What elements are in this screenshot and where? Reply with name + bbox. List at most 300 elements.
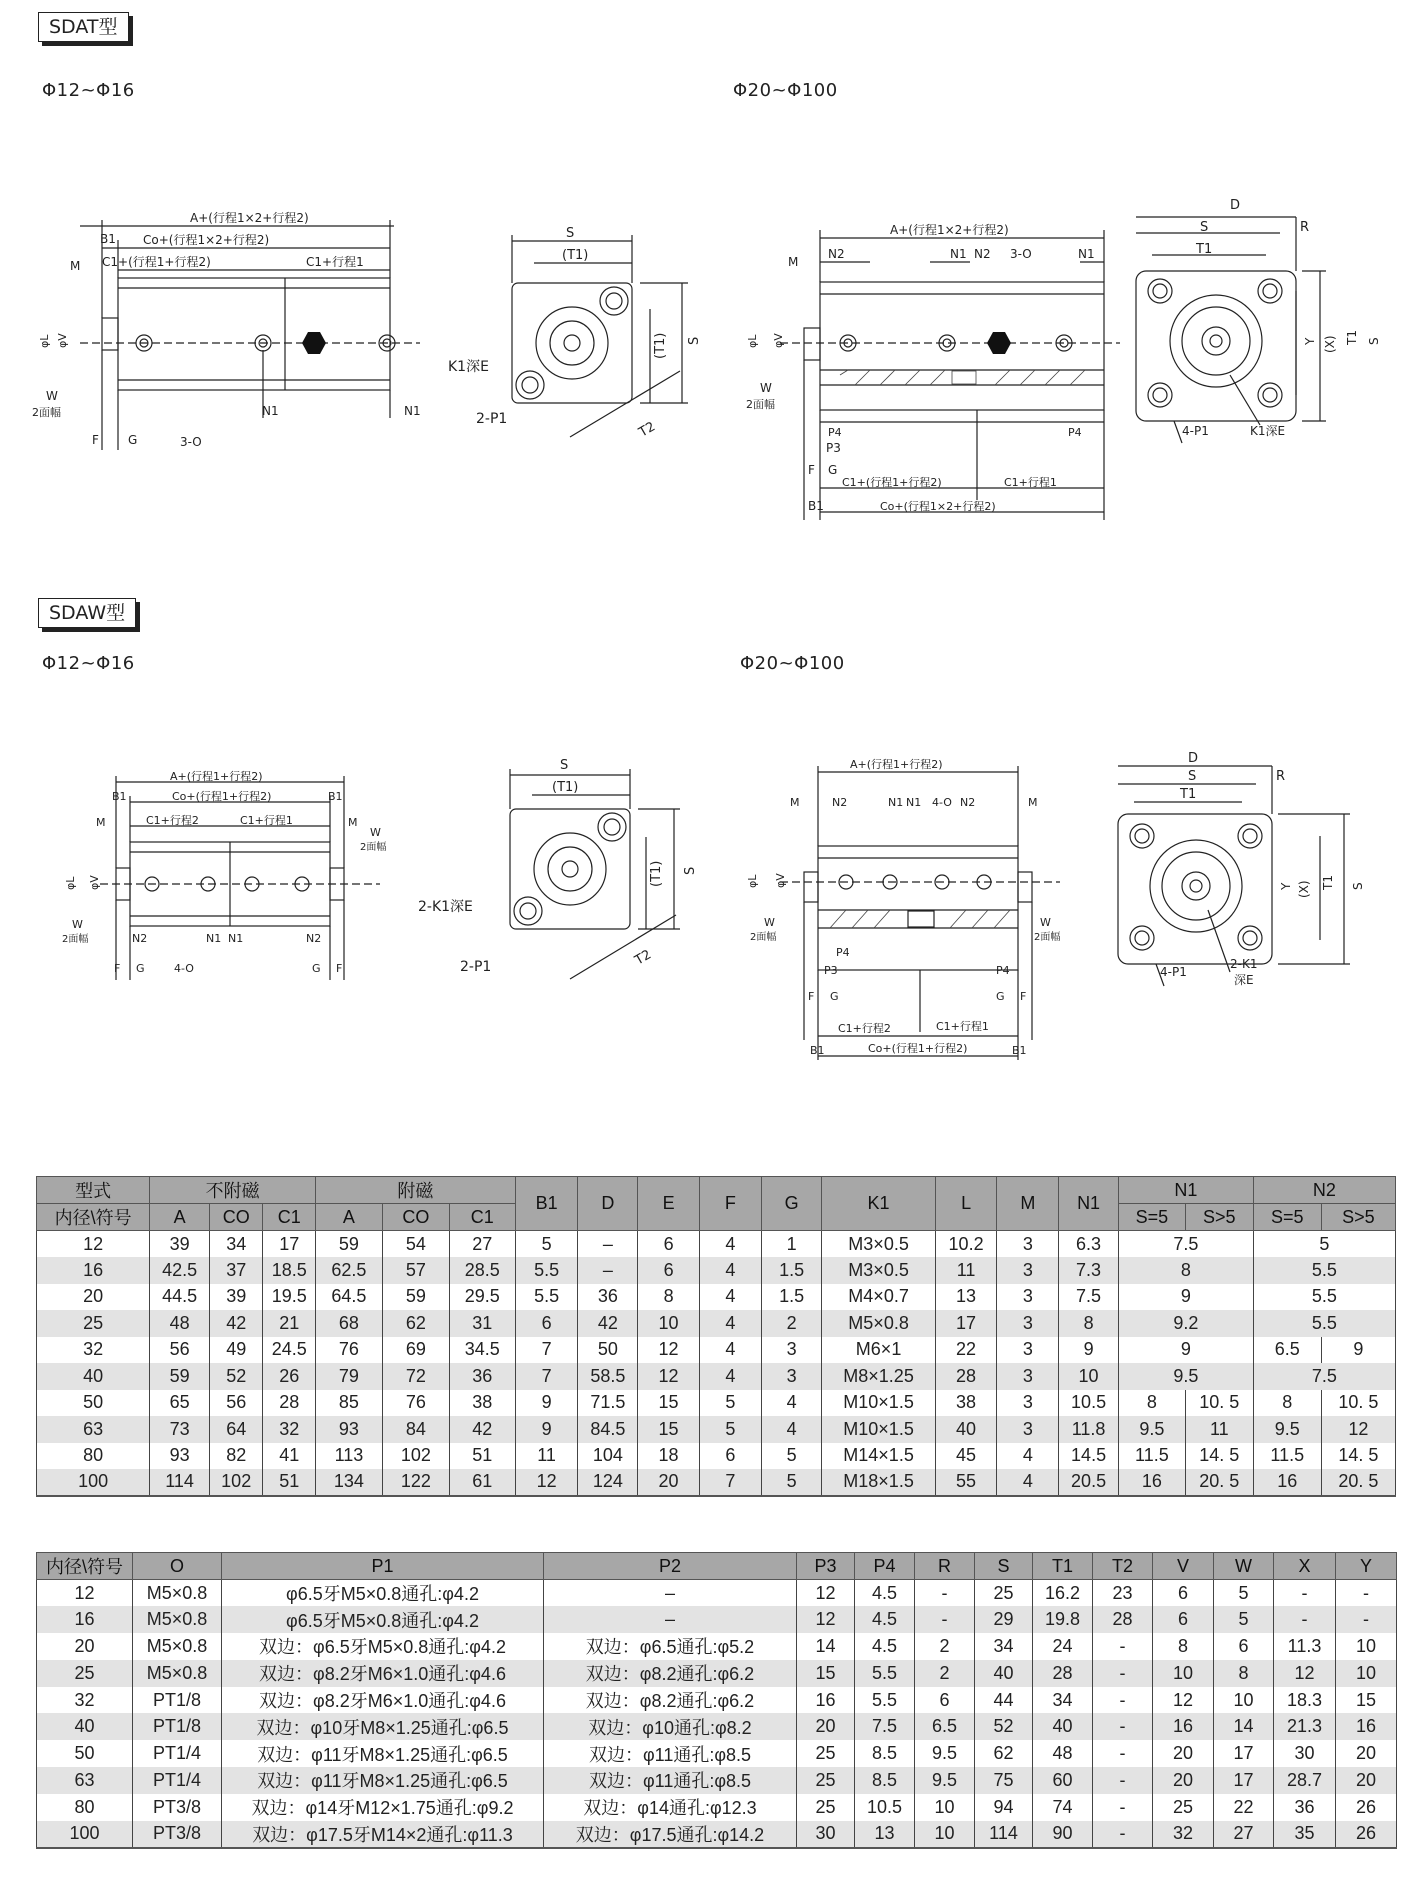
- table2-cell: 双边：φ10牙M8×1.25通孔:φ6.5: [222, 1713, 544, 1740]
- sdaw-large-dim-gb: G: [996, 990, 1005, 1003]
- table1-row: [37, 1443, 1396, 1470]
- sdaw-large-dim-w2b: 2面幅: [1034, 932, 1061, 943]
- sdaw-large-dim-g: G: [830, 990, 839, 1003]
- table1-cell: 7.5: [1059, 1284, 1119, 1311]
- table2-cell: 30: [1274, 1740, 1336, 1767]
- table1-cell: 44.5: [150, 1284, 210, 1311]
- table2-cell: 4.5: [855, 1580, 915, 1607]
- table1-cell: 62.5: [315, 1257, 382, 1284]
- table2-cell: 17: [1214, 1740, 1274, 1767]
- sdaw-large-end-x: (X): [1297, 880, 1311, 898]
- table1-cell: 113: [315, 1443, 382, 1470]
- sdaw-large-dim-n1: N1: [888, 796, 904, 809]
- table2-row: [37, 1794, 1397, 1821]
- table1-cell: 73: [150, 1416, 210, 1443]
- table1-cell: 4: [699, 1363, 761, 1390]
- table1-cell: 9: [1059, 1337, 1119, 1364]
- table1-header-a-mag: A: [315, 1204, 382, 1231]
- table1-cell: 9: [1118, 1337, 1253, 1364]
- table2-cell: -: [1093, 1767, 1153, 1794]
- sdaw-large-dim-p4b: P4: [996, 964, 1010, 977]
- table1-cell: 5.5: [515, 1257, 578, 1284]
- table2-cell: 23: [1093, 1580, 1153, 1607]
- table1-cell: 4: [699, 1337, 761, 1364]
- sdat-large-dim-m: M: [788, 255, 799, 269]
- sdat-large-dim-phil: φL: [746, 334, 759, 348]
- sdaw-small-end-t2: T2: [632, 947, 655, 969]
- sdaw-large-end-p1: 4-P1: [1160, 965, 1187, 979]
- table1-cell: 37: [209, 1257, 263, 1284]
- table2-cell: 16: [1336, 1713, 1397, 1740]
- table2-cell: 75: [975, 1767, 1033, 1794]
- table2-cell: 32: [37, 1687, 133, 1714]
- table2-cell: 60: [1033, 1767, 1093, 1794]
- table2-cell: 5: [1214, 1580, 1274, 1607]
- sdaw-large-dim-co: Co+(行程1+行程2): [868, 1042, 968, 1055]
- table2-cell: 20: [797, 1713, 855, 1740]
- table2-cell: -: [1093, 1633, 1153, 1660]
- sdat-large-dim-a: A+(行程1×2+行程2): [890, 223, 1009, 237]
- table2-cell: 双边：φ14牙M12×1.75通孔:φ9.2: [222, 1794, 544, 1821]
- table1-header-b1: B1: [515, 1177, 578, 1231]
- table1-cell: 10. 5: [1185, 1390, 1253, 1417]
- table2-cell: 10: [915, 1794, 975, 1821]
- table2-cell: 80: [37, 1794, 133, 1821]
- table1-cell: 62: [382, 1310, 449, 1337]
- table1-row: [37, 1337, 1396, 1364]
- table1-cell: 36: [449, 1363, 515, 1390]
- table1-row: [37, 1390, 1396, 1417]
- table2-cell: 2: [915, 1633, 975, 1660]
- sdat-small-dim-a: A+(行程1×2+行程2): [190, 211, 309, 225]
- table1-cell: 3: [997, 1231, 1059, 1258]
- sdaw-small-dim-w: W: [72, 918, 83, 931]
- table1-header-nonmagnetic: 不附磁: [150, 1177, 316, 1204]
- table1-cell: 34: [209, 1231, 263, 1258]
- table1-cell: 20. 5: [1321, 1469, 1395, 1496]
- table2-cell: 6: [1153, 1606, 1214, 1633]
- table1-header-e: E: [638, 1177, 700, 1231]
- table1-cell: 11.8: [1059, 1416, 1119, 1443]
- sdaw-large-range: Φ20~Φ100: [740, 653, 845, 674]
- table1-cell: 42: [209, 1310, 263, 1337]
- table1-cell: 28: [935, 1363, 997, 1390]
- table2-cell: 25: [975, 1580, 1033, 1607]
- sdat-large-dim-n1: N1: [950, 247, 967, 261]
- table1-cell: 8: [638, 1284, 700, 1311]
- sdat-small-end-drawing: [450, 225, 730, 465]
- table1-row: [37, 1416, 1396, 1443]
- table1-cell: 15: [638, 1416, 700, 1443]
- table2-cell: 50: [37, 1740, 133, 1767]
- table1-cell: 42: [578, 1310, 638, 1337]
- table1-header-bore: 内径\符号: [37, 1204, 150, 1231]
- table1-header-c1-mag: C1: [449, 1204, 515, 1231]
- table1-cell: 12: [638, 1363, 700, 1390]
- table1-cell: 50: [37, 1390, 150, 1417]
- table1-cell: 102: [382, 1443, 449, 1470]
- table2-cell: 20: [1336, 1767, 1397, 1794]
- table1-cell: 68: [315, 1310, 382, 1337]
- table1-header-n1-single: N1: [1059, 1177, 1119, 1231]
- sdaw-type-label: SDAW型: [38, 598, 136, 628]
- table1-cell: 9: [515, 1416, 578, 1443]
- sdaw-large-dim-f: F: [808, 990, 815, 1003]
- table2-cell: 62: [975, 1740, 1033, 1767]
- sdaw-small-dim-mb: M: [348, 816, 358, 829]
- sdaw-large-end-d: D: [1188, 751, 1199, 766]
- table1-cell: M5×0.8: [822, 1310, 935, 1337]
- table1-cell: 42.5: [150, 1257, 210, 1284]
- table2-cell: 6: [915, 1687, 975, 1714]
- table2-cell: -: [1336, 1606, 1397, 1633]
- table2-cell: 双边：φ11通孔:φ8.5: [544, 1740, 797, 1767]
- table2-cell: 25: [1153, 1794, 1214, 1821]
- table2-header-cell: S: [975, 1553, 1033, 1580]
- table2-cell: 5.5: [855, 1660, 915, 1687]
- table1-cell: 8: [1118, 1390, 1185, 1417]
- table2-cell: -: [1093, 1713, 1153, 1740]
- table1-cell: 7.3: [1059, 1257, 1119, 1284]
- table1-cell: 5.5: [1253, 1284, 1395, 1311]
- table1-cell: 3: [761, 1363, 822, 1390]
- table1-header-type: 型式: [37, 1177, 150, 1204]
- table1-header-row1: [37, 1177, 1396, 1204]
- table1-row: [37, 1310, 1396, 1337]
- table2-cell: 114: [975, 1821, 1033, 1848]
- table2-cell: 40: [37, 1713, 133, 1740]
- table2-cell: 4.5: [855, 1633, 915, 1660]
- table1-cell: 7: [699, 1469, 761, 1496]
- table1-cell: 6.3: [1059, 1231, 1119, 1258]
- table1-cell: 5: [761, 1443, 822, 1470]
- table1-cell: 18.5: [263, 1257, 316, 1284]
- table1-header-g: G: [761, 1177, 822, 1231]
- sdat-small-dim-phiv: φV: [56, 333, 69, 348]
- sdat-large-end-sv: S: [1367, 337, 1381, 345]
- table1-header-n1-group: N1: [1118, 1177, 1253, 1204]
- table1-cell: 80: [37, 1443, 150, 1470]
- sdaw-large-end-e: 深E: [1234, 973, 1254, 987]
- table2-cell: -: [1274, 1580, 1336, 1607]
- table1-cell: 9: [1118, 1284, 1253, 1311]
- table1-cell: 58.5: [578, 1363, 638, 1390]
- table2-cell: 30: [797, 1821, 855, 1848]
- table1-cell: 7: [515, 1337, 578, 1364]
- table1-cell: 56: [209, 1390, 263, 1417]
- table2-row: [37, 1633, 1397, 1660]
- table1-cell: 17: [935, 1310, 997, 1337]
- table2-cell: -: [1093, 1660, 1153, 1687]
- sdaw-small-dim-n2: N2: [132, 932, 148, 945]
- table1-cell: 5.5: [1253, 1257, 1395, 1284]
- table2-cell: 双边：φ6.5通孔:φ5.2: [544, 1633, 797, 1660]
- sdat-small-dim-w: W: [46, 389, 58, 403]
- table1-cell: 49: [209, 1337, 263, 1364]
- table1-cell: 69: [382, 1337, 449, 1364]
- table1-cell: 27: [449, 1231, 515, 1258]
- sdat-small-dim-n1: N1: [262, 404, 279, 418]
- table2-row: [37, 1713, 1397, 1740]
- table1-cell: 16: [1253, 1469, 1321, 1496]
- table2-cell: 36: [1274, 1794, 1336, 1821]
- table2-cell: 20: [1336, 1740, 1397, 1767]
- table2-cell: 16: [797, 1687, 855, 1714]
- table2-header-cell: W: [1214, 1553, 1274, 1580]
- table1-cell: 18: [638, 1443, 700, 1470]
- table1-header-c1: C1: [263, 1204, 316, 1231]
- table1-cell: M18×1.5: [822, 1469, 935, 1496]
- table1-cell: 4: [761, 1390, 822, 1417]
- table2-cell: 12: [797, 1580, 855, 1607]
- sdat-large-side-drawing: [740, 210, 1120, 530]
- table1-cell: 31: [449, 1310, 515, 1337]
- sdat-large-dim-c1a: C1+(行程1+行程2): [842, 476, 942, 489]
- table2-cell: 35: [1274, 1821, 1336, 1848]
- table1-cell: 9.5: [1118, 1416, 1185, 1443]
- table2-cell: 双边：φ10通孔:φ8.2: [544, 1713, 797, 1740]
- sdat-large-dim-n2b: N2: [974, 247, 991, 261]
- table2-cell: 12: [1153, 1687, 1214, 1714]
- table2-cell: 6.5: [915, 1713, 975, 1740]
- sdaw-large-dim-phiv: φV: [774, 873, 787, 888]
- sdaw-large-end-drawing: [1110, 750, 1410, 1010]
- table1-header-co: CO: [209, 1204, 263, 1231]
- table1-header-n1-s5: S=5: [1118, 1204, 1185, 1231]
- table1-cell: 36: [578, 1284, 638, 1311]
- table2-cell: –: [544, 1606, 797, 1633]
- table1-cell: 104: [578, 1443, 638, 1470]
- table2-cell: 5: [1214, 1606, 1274, 1633]
- table1-cell: 9.5: [1118, 1363, 1253, 1390]
- table2-cell: 40: [975, 1660, 1033, 1687]
- table2-cell: 25: [797, 1740, 855, 1767]
- table2-cell: 10: [1214, 1687, 1274, 1714]
- table1-cell: M3×0.5: [822, 1231, 935, 1258]
- table2-header-cell: P1: [222, 1553, 544, 1580]
- table2-cell: 14: [797, 1633, 855, 1660]
- table1-cell: 9.2: [1118, 1310, 1253, 1337]
- table1-cell: 14. 5: [1185, 1443, 1253, 1470]
- table2-cell: 25: [37, 1660, 133, 1687]
- table2-cell: 双边：φ17.5牙M14×2通孔:φ11.3: [222, 1821, 544, 1848]
- table2-cell: 8: [1214, 1660, 1274, 1687]
- table2-header-cell: V: [1153, 1553, 1214, 1580]
- table1-cell: 29.5: [449, 1284, 515, 1311]
- table2-cell: M5×0.8: [133, 1633, 222, 1660]
- table2-cell: 12: [1274, 1660, 1336, 1687]
- table2-header-cell: X: [1274, 1553, 1336, 1580]
- table1-cell: 45: [935, 1443, 997, 1470]
- table2-cell: 双边：φ11牙M8×1.25通孔:φ6.5: [222, 1767, 544, 1794]
- sdat-large-end-drawing: [1130, 195, 1410, 455]
- sdaw-small-dim-f: F: [114, 962, 121, 975]
- table2-cell: 29: [975, 1606, 1033, 1633]
- sdaw-large-end-y: Y: [1279, 882, 1293, 890]
- table1-cell: 65: [150, 1390, 210, 1417]
- sdaw-large-dim-wb: W: [1040, 916, 1051, 929]
- table1-header-a: A: [150, 1204, 210, 1231]
- table1-cell: 40: [37, 1363, 150, 1390]
- table1-cell: 9: [1321, 1337, 1395, 1364]
- sdaw-small-dim-g: G: [136, 962, 145, 975]
- sdaw-large-dim-w: W: [764, 916, 775, 929]
- table2-cell: -: [1093, 1794, 1153, 1821]
- table1-cell: 16: [1118, 1469, 1185, 1496]
- sdat-large-dim-n2: N2: [828, 247, 845, 261]
- table1-row: [37, 1284, 1396, 1311]
- table1-cell: 28: [263, 1390, 316, 1417]
- sdaw-large-dim-b1b: B1: [1012, 1044, 1027, 1057]
- table2-cell: 双边：φ8.2牙M6×1.0通孔:φ4.6: [222, 1687, 544, 1714]
- sdat-large-end-d: D: [1230, 198, 1241, 213]
- table2-cell: -: [1093, 1687, 1153, 1714]
- table1-cell: 61: [449, 1469, 515, 1496]
- table2-cell: 10: [1336, 1633, 1397, 1660]
- sdat-small-range: Φ12~Φ16: [42, 80, 135, 101]
- sdaw-small-end-k1e: 2-K1深E: [418, 899, 473, 915]
- sdaw-small-side-drawing: [60, 770, 410, 990]
- table2-cell: PT3/8: [133, 1821, 222, 1848]
- sdat-small-end-t1: (T1): [562, 248, 589, 263]
- table1-cell: M14×1.5: [822, 1443, 935, 1470]
- sdaw-small-end-p1: 2-P1: [460, 959, 492, 975]
- sdaw-large-dim-w2: 2面幅: [750, 932, 777, 943]
- table1-header-n2-sgt5: S>5: [1321, 1204, 1395, 1231]
- table1-cell: 9: [515, 1390, 578, 1417]
- table1-cell: 76: [315, 1337, 382, 1364]
- table2-cell: 双边：φ8.2牙M6×1.0通孔:φ4.6: [222, 1660, 544, 1687]
- sdaw-large-dim-n2b: N2: [960, 796, 976, 809]
- sdat-small-dim-m: M: [70, 259, 81, 273]
- table1-cell: 5: [699, 1416, 761, 1443]
- table2-header-cell: P2: [544, 1553, 797, 1580]
- table1-cell: 40: [935, 1416, 997, 1443]
- table1-cell: 56: [150, 1337, 210, 1364]
- table1-cell: 82: [209, 1443, 263, 1470]
- table1-cell: 5: [1253, 1231, 1395, 1258]
- table2-row: [37, 1740, 1397, 1767]
- sdat-type-label: SDAT型: [38, 12, 129, 42]
- table1-cell: 71.5: [578, 1390, 638, 1417]
- table2-header-cell: T2: [1093, 1553, 1153, 1580]
- table1-cell: 57: [382, 1257, 449, 1284]
- table2-cell: 4.5: [855, 1606, 915, 1633]
- sdat-small-end-t1v: (T1): [653, 332, 668, 359]
- table1-cell: 11.5: [1253, 1443, 1321, 1470]
- table2-cell: 44: [975, 1687, 1033, 1714]
- table1-row: [37, 1363, 1396, 1390]
- table1-cell: 38: [935, 1390, 997, 1417]
- sdat-small-dim-phil: φL: [38, 334, 51, 348]
- sdat-large-dim-p4b: P4: [1068, 426, 1082, 439]
- sdat-small-dim-w2: 2面幅: [32, 406, 61, 419]
- table2-cell: 5.5: [855, 1687, 915, 1714]
- table1-cell: 134: [315, 1469, 382, 1496]
- table1-cell: 12: [1321, 1416, 1395, 1443]
- table1-cell: 10: [1059, 1363, 1119, 1390]
- table2-row: [37, 1687, 1397, 1714]
- table1-cell: 4: [997, 1469, 1059, 1496]
- table1-cell: 5: [515, 1231, 578, 1258]
- sdaw-small-end-t1v: (T1): [649, 860, 664, 887]
- table2-cell: PT3/8: [133, 1794, 222, 1821]
- sdaw-large-dim-p3: P3: [824, 964, 838, 977]
- table1-cell: 42: [449, 1416, 515, 1443]
- table1-cell: 6: [699, 1443, 761, 1470]
- table2-header-row: [37, 1553, 1397, 1580]
- sdaw-small-dim-m: M: [96, 816, 106, 829]
- sdat-small-dim-b1: B1: [100, 232, 116, 246]
- sdaw-large-dim-m: M: [790, 796, 800, 809]
- table2-cell: φ6.5牙M5×0.8通孔:φ4.2: [222, 1606, 544, 1633]
- table2-cell: 28: [1033, 1660, 1093, 1687]
- table1-cell: 84: [382, 1416, 449, 1443]
- table2-cell: 双边：φ8.2通孔:φ6.2: [544, 1660, 797, 1687]
- table2-cell: 12: [797, 1606, 855, 1633]
- table2-cell: 10: [1153, 1660, 1214, 1687]
- table2-cell: -: [915, 1606, 975, 1633]
- table1-cell: 55: [935, 1469, 997, 1496]
- sdat-small-end-t2: T2: [636, 419, 659, 441]
- sdat-small-dim-f: F: [92, 433, 99, 447]
- table2-cell: PT1/8: [133, 1713, 222, 1740]
- table2-cell: 14: [1214, 1713, 1274, 1740]
- sdat-small-end-s: S: [566, 226, 575, 241]
- table1-cell: 34.5: [449, 1337, 515, 1364]
- sdat-large-dim-p3: P3: [826, 441, 841, 455]
- table1-cell: 59: [150, 1363, 210, 1390]
- sdat-large-dim-f: F: [808, 463, 815, 477]
- table1-header-n2-s5: S=5: [1253, 1204, 1321, 1231]
- table1-cell: 4: [699, 1257, 761, 1284]
- sdat-large-dim-o: 3-O: [1010, 247, 1032, 261]
- table1-cell: 93: [315, 1416, 382, 1443]
- table1-cell: 11: [935, 1257, 997, 1284]
- table1-cell: 6: [638, 1257, 700, 1284]
- table1-cell: –: [578, 1257, 638, 1284]
- sdaw-large-dim-o: 4-O: [932, 796, 952, 809]
- table2-cell: 26: [1336, 1821, 1397, 1848]
- table1-cell: 39: [150, 1231, 210, 1258]
- table1-cell: 10.5: [1059, 1390, 1119, 1417]
- table2-cell: 90: [1033, 1821, 1093, 1848]
- table1-cell: 13: [935, 1284, 997, 1311]
- table1-cell: 102: [209, 1469, 263, 1496]
- table1-cell: 59: [382, 1284, 449, 1311]
- table1-cell: 2: [761, 1310, 822, 1337]
- table2-row: [37, 1580, 1397, 1607]
- table2-row: [37, 1767, 1397, 1794]
- sdaw-large-dim-fb: F: [1020, 990, 1027, 1003]
- table2-row: [37, 1606, 1397, 1633]
- sdaw-small-dim-b1b: B1: [328, 790, 343, 803]
- table1-cell: 50: [578, 1337, 638, 1364]
- table1-cell: M3×0.5: [822, 1257, 935, 1284]
- sdat-small-end-p1: 2-P1: [476, 411, 508, 427]
- table1-cell: 32: [263, 1416, 316, 1443]
- table1-cell: 25: [37, 1310, 150, 1337]
- table2-cell: 20: [37, 1633, 133, 1660]
- table1-cell: 122: [382, 1469, 449, 1496]
- table2-cell: -: [1093, 1740, 1153, 1767]
- table1-cell: 22: [935, 1337, 997, 1364]
- table1-cell: 6: [638, 1231, 700, 1258]
- table2-cell: 2: [915, 1660, 975, 1687]
- table1-cell: 114: [150, 1469, 210, 1496]
- table1-cell: 76: [382, 1390, 449, 1417]
- table1-cell: M8×1.25: [822, 1363, 935, 1390]
